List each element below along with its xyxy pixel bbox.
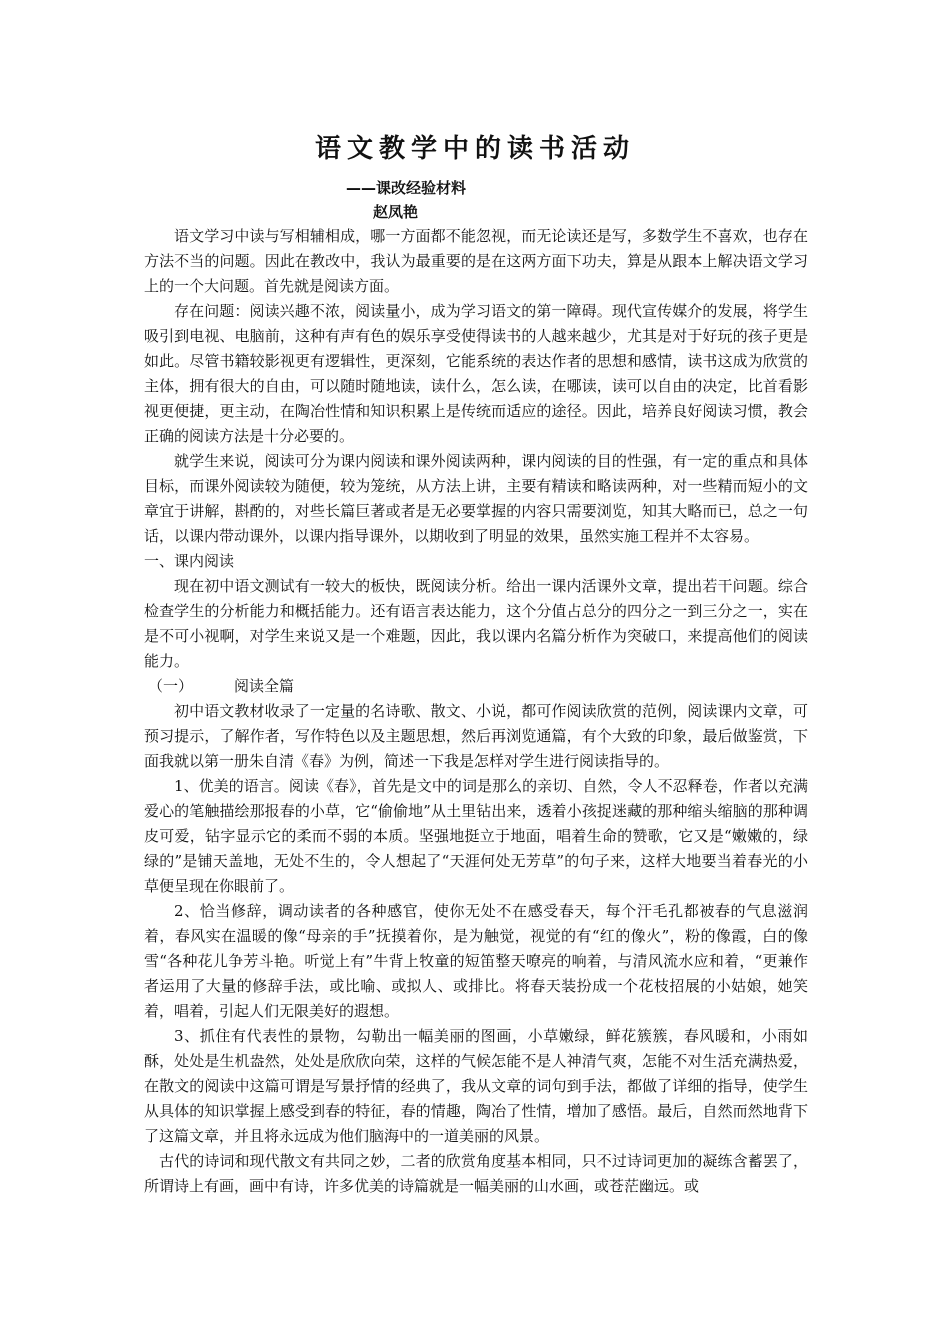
- document-author: 赵凤艳: [373, 203, 419, 221]
- subsection-title: 阅读全篇: [234, 677, 295, 695]
- paragraph-point-rhetoric: 2、恰当修辞，调动读者的各种感官，使你无处不在感受春天，每个汗毛孔都被春的气息滋润着，春风实在温暖的像“母亲的手”抚摸着你，是为触觉，视觉的有“红的像火”，粉的像霞，白的像雪“各种花儿争芳斗艳。听觉上有”牛背上牧童的短笛整天嘹亮的响着，与清风流水应和着，“更兼作者运用了大量的修辞手法，或比喻、或拟人、或排比。将春天装扮成一个花枝招展的小姑娘，她笑着，唱着，引起人们无限美好的遐想。: [144, 902, 808, 1020]
- paragraph-in-class-reading: 现在初中语文测试有一较大的板快，既阅读分析。给出一课内活课外文章，提出若干问题。综合检查学生的分析能力和概括能力。还有语言表达能力，这个分值占总分的四分之一到三分之一，实在是不可小视啊，对学生来说又是一个难题，因此，我以课内名篇分析作为突破口，来提高他们的阅读能力。: [144, 577, 808, 670]
- subsection-heading: [144, 674, 808, 699]
- paragraph-intro: 语文学习中读与写相辅相成，哪一方面都不能忽视，而无论读还是写，多数学生不喜欢，也存在方法不当的问题。因此在教改中，我认为最重要的是在这两方面下功夫，算是从跟本上解决语文学习上的一个大问题。首先就是阅读方面。: [144, 227, 808, 295]
- subsection-number: （一）: [148, 677, 194, 695]
- document-body: [144, 224, 808, 1199]
- paragraph-point-scenery: 3、抓住有代表性的景物，勾勒出一幅美丽的图画，小草嫩绿，鲜花簇簇，春风暖和，小雨如酥，处处是生机盎然，处处是欣欣向荣，这样的气候怎能不是人神清气爽，怎能不对生活充满热爱，在散文的阅读中这篇可谓是写景抒情的经典了，我从文章的词句到手法，都做了详细的指导，使学生从具体的知识掌握上感受到春的特征，春的情趣，陶冶了性情，增加了感悟。最后，自然而然地背下了这篇文章，并且将永远成为他们脑海中的一道美丽的风景。: [144, 1027, 808, 1145]
- section-heading-in-class-reading: 一、课内阅读: [144, 552, 235, 570]
- document-subtitle: ——课改经验材料: [346, 179, 467, 197]
- paragraph-point-language: 1、优美的语言。阅读《春》，首先是文中的词是那么的亲切、自然，令人不忍释卷，作者以充满爱心的笔触描绘那报春的小草，它“偷偷地”从土里钻出来，透着小孩捉迷藏的那种缩头缩脑的那种调皮可爱，钻字显示它的柔而不弱的本质。坚强地挺立于地面，唱着生命的赞歌，它又是“嫩嫩的，绿绿的”是铺天盖地，无处不生的，令人想起了“天涯何处无芳草”的句子来，这样大地要当着春光的小草便呈现在你眼前了。: [144, 777, 808, 895]
- paragraph-read-whole-text: 初中语文教材收录了一定量的名诗歌、散文、小说，都可作阅读欣赏的范例，阅读课内文章，可预习提示，了解作者，写作特色以及主题思想，然后再浏览通篇，有个大致的印象，最后做鉴赏，下面我就以第一册朱自清《春》为例，简述一下我是怎样对学生进行阅读指导的。: [144, 702, 808, 770]
- paragraph-poetry: 古代的诗词和现代散文有共同之妙，二者的欣赏角度基本相同，只不过诗词更加的凝练含蓄罢了，所谓诗上有画，画中有诗，许多优美的诗篇就是一幅美丽的山水画，或苍茫幽远。或: [144, 1152, 808, 1195]
- document-title: 语文教学中的读书活动: [314, 134, 635, 164]
- paragraph-problem: 存在问题：阅读兴趣不浓，阅读量小，成为学习语文的第一障碍。现代宣传媒介的发展，将学生吸引到电视、电脑前，这种有声有色的娱乐享受使得读书的人越来越少，尤其是对于好玩的孩子更是如此。尽管书籍较影视更有逻辑性，更深刻，它能系统的表达作者的思想和感情，读书这成为欣赏的主体，拥有很大的自由，可以随时随地读，读什么，怎么读，在哪读，读可以自由的决定，比首看影视更便捷，更主动，在陶冶性情和知识积累上是传统而适应的途径。因此，培养良好阅读习惯，教会正确的阅读方法是十分必要的。: [144, 302, 808, 445]
- paragraph-reading-types: 就学生来说，阅读可分为课内阅读和课外阅读两种，课内阅读的目的性强，有一定的重点和具体目标，而课外阅读较为随便，较为笼统，从方法上讲，主要有精读和略读两种，对一些精而短小的文章宜于讲解，斟酌的，对些长篇巨著或者是无必要掌握的内容只需要浏览，知其大略而已，总之一句话，以课内带动课外，以课内指导课外，以期收到了明显的效果，虽然实施工程并不太容易。: [144, 452, 808, 545]
